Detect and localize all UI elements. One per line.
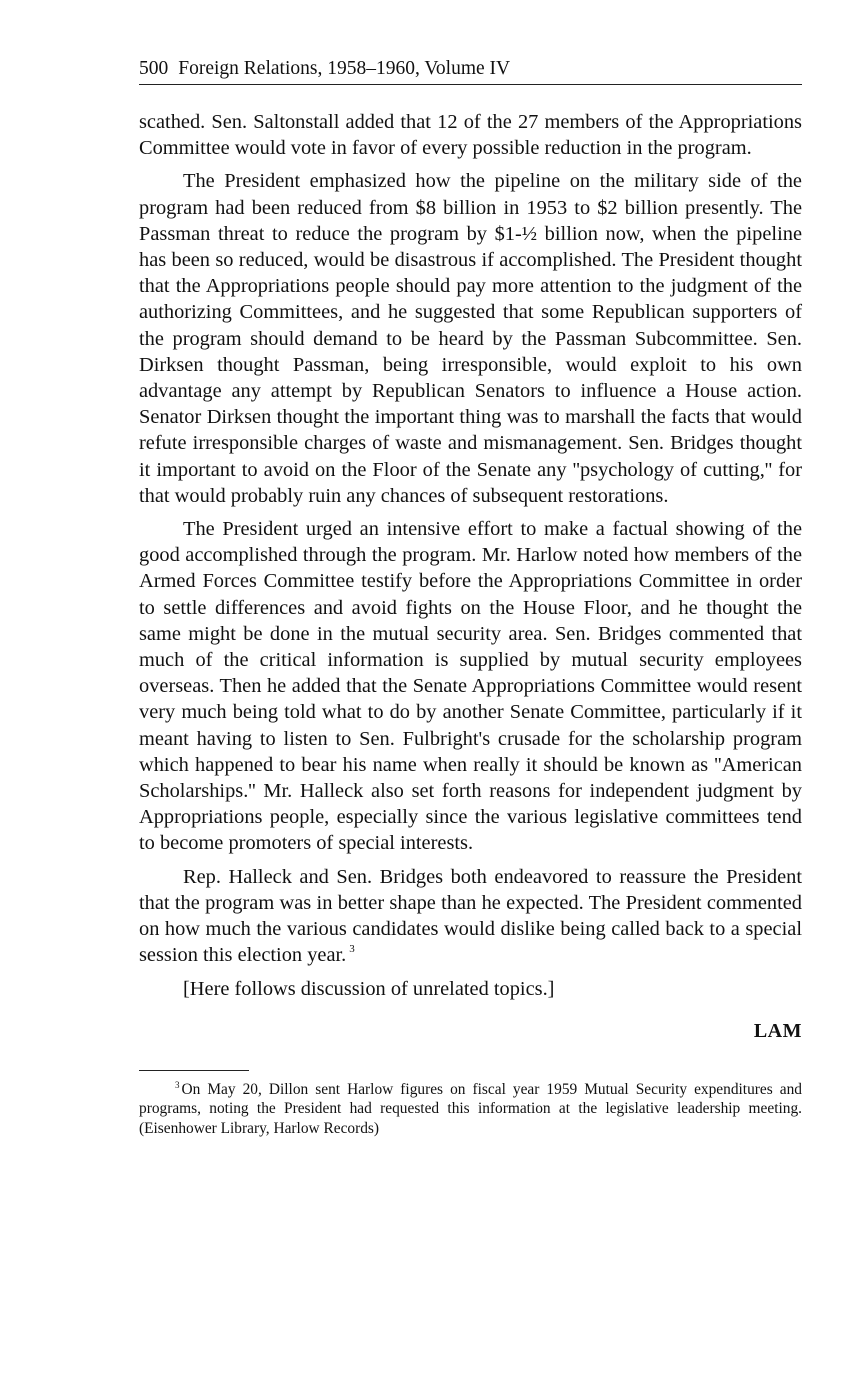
paragraph-1: scathed. Sen. Saltonstall added that 12 of the 27 members of the Appropriations Committee would vote in favor of every possible reduction in the program.: [139, 111, 802, 160]
footnote-reference[interactable]: 3: [349, 943, 355, 956]
paragraph-4-text: Rep. Halleck and Sen. Bridges both endeavored to reassure the President that the program was in better shape than he expected. The President commented on how much the various candidates would dislike being called back to a special session this election year.: [139, 865, 802, 967]
document-page: [139, 56, 802, 1138]
editorial-note: [Here follows discussion of unrelated topics.]: [183, 977, 555, 1000]
footnote-divider: [139, 1070, 249, 1071]
paragraph-4: [139, 864, 802, 969]
running-header: [139, 56, 802, 85]
footnote: [139, 1080, 802, 1139]
signature-initials: LAM: [753, 1019, 802, 1042]
footnote-text: On May 20, Dillon sent Harlow figures on fiscal year 1959 Mutual Security expenditures and programs, noting the President had requested this information at the legislative leadership meeting. (Eisenhower Library, Harlow Records): [139, 1080, 802, 1137]
paragraph-3: The President urged an intensive effort to make a factual showing of the good accomplished through the program. Mr. Harlow noted how members of the Armed Forces Committee testify before the Appropriations Committee in order to settle differences and avoid fights on the House Floor, and he thought the same might be done in the mutual security area. Sen. Bridges commented that much of the critical information is supplied by mutual security employees overseas. Then he added that the Senate Appropriations Committee would resent very much being told what to do by another Senate Committee, particularly if it meant having to listen to Sen. Fulbright's crusade for the scholarship program which happened to bear his name when really it should be known as ''American Scholarships.'' Mr. Halleck also set forth reasons for independent judgment by Appropriations people, especially since the various legislative committees tend to become promoters of special interests.: [139, 518, 802, 855]
running-title: Foreign Relations, 1958–1960, Volume IV: [178, 58, 511, 79]
body-text: [139, 109, 802, 1002]
footnote-marker: 3: [175, 1079, 180, 1090]
page-number: 500: [139, 58, 169, 79]
paragraph-2: The President emphasized how the pipeline on the military side of the program had been reduced from $8 billion in 1953 to $2 billion presently. The Passman threat to reduce the program by $1-½ billion now, when the pipeline has been so reduced, would be disastrous if accomplished. The President thought that the Appropriations people should pay more attention to the judgment of the authorizing Committees, and he suggested that some Republican supporters of the program should demand to be heard by the Passman Subcommittee. Sen. Dirksen thought Passman, being irresponsible, would exploit to his own advantage any attempt by Republican Senators to influence a House action. Senator Dirksen thought the important thing was to marshall the facts that would refute irresponsible charges of waste and mismanagement. Sen. Bridges thought it important to avoid on the Floor of the Senate any ''psychology of cutting,'' for that would probably ruin any chances of subsequent restorations.: [139, 170, 802, 507]
